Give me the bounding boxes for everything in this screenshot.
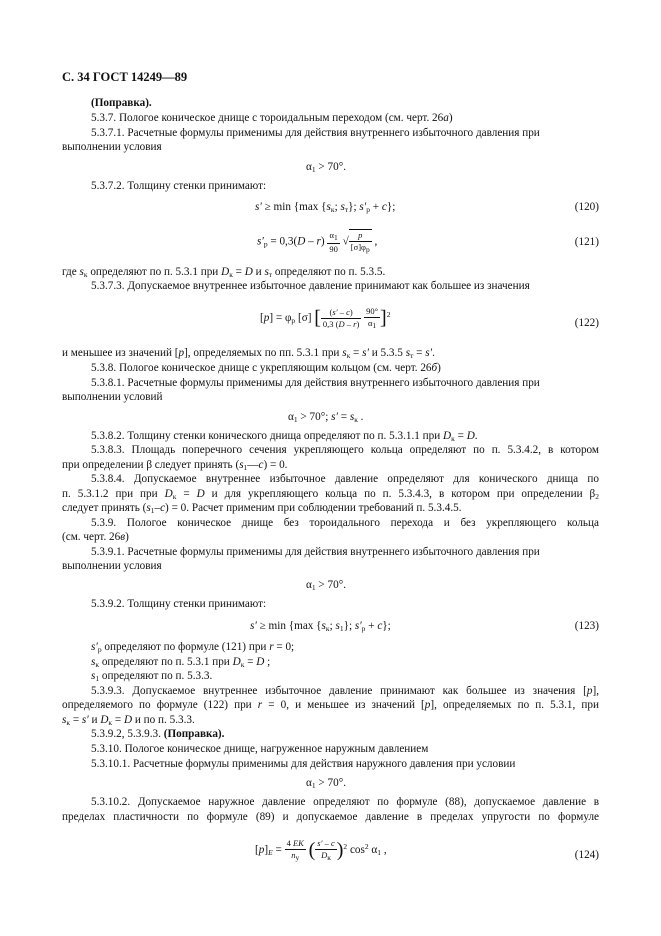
section-text: 5.3.7. Пологое коническое днище с тороидальным переходом (см. черт. 26: [91, 112, 444, 124]
section-5-3-7: [91, 112, 453, 124]
section-text: 5.3.8. Пологое коническое днище с укрепляющим кольцом (см. черт. 26: [91, 362, 432, 374]
section-5-3-9-1: 5.3.9.1. Расчетные формулы применимы для действия внутреннего избыточного давления при: [91, 546, 540, 558]
section-5-3-10: 5.3.10. Пологое коническое днище, нагруженное наружным давлением: [91, 743, 429, 755]
page-header: С. 34 ГОСТ 14249—89: [62, 70, 188, 84]
section-5-3-7-1: 5.3.7.1. Расчетные формулы применимы для действия внутреннего избыточного давления при: [91, 127, 540, 139]
condition-alpha: $\alpha_1 > 70^\circ$.: [306, 777, 346, 790]
condition-alpha: $\alpha_1 > 70^\circ$.: [306, 161, 346, 174]
paragraph-line: пределах пластичности по формуле (89) и допускаемое давление в пределах упругости по формуле: [62, 811, 599, 823]
paragraph-line: при определении β следует принять $(s_1—c) = 0$.: [62, 459, 288, 472]
correction-note: (Поправка).: [91, 97, 152, 109]
section-5-3-10-2: 5.3.10.2. Допускаемое наружное давление определяют по формуле (88), допускаемое давление в: [91, 796, 599, 808]
section-text-end: ): [125, 531, 129, 543]
condition-alpha: $\alpha_1 > 70^\circ$.: [306, 579, 346, 592]
paragraph-line: $s'_р$ определяют по формуле (121) при r = 0;: [91, 641, 295, 654]
equation-number: (124): [574, 849, 599, 861]
formula-121: $s'_р = 0,3(D - r)$ $\frac{\alpha_1}{90}$ √ $\frac{p}{[\sigma]\varphi_р}$ ,: [257, 229, 378, 254]
section-text: (см. черт. 26: [62, 531, 121, 543]
condition-alpha: $\alpha_1 > 70^\circ$; $s' = s_к$ .: [288, 411, 364, 424]
section-text-end: ): [437, 362, 441, 374]
section-text-italic: а: [443, 112, 449, 124]
section-5-3-8-3: 5.3.8.3. Площадь поперечного сечения укрепляющего кольца определяют по п. 5.3.4.2, в котором: [91, 444, 599, 456]
section-5-3-8: [91, 362, 441, 374]
paragraph-line: $s_к$ определяют по п. 5.3.1 при $D_к = D$ ;: [91, 656, 271, 669]
formula-123: s′ ≥ min {max {$s_к$; $s_1$}; $s'_р + c$};: [250, 620, 391, 633]
correction-bold: (Поправка).: [163, 728, 225, 740]
section-5-3-8-4: 5.3.8.4. Допускаемое внутреннее избыточное давление определяют для конического днища по: [91, 473, 599, 485]
formula-122: $[p] = \varphi_р$ [σ] [ $\frac{(s' - c)}{0,3 (D - r)}$ $\frac{90^\circ}{\alpha_1}$ ]$^2$: [260, 306, 391, 330]
section-text-italic: б: [431, 362, 438, 374]
section-5-3-9-2: 5.3.9.2. Толщину стенки принимают:: [91, 598, 267, 610]
equation-number: (120): [574, 201, 599, 213]
paragraph-line: [62, 531, 129, 543]
section-5-3-9: 5.3.9. Пологое коническое днище без тороидального перехода и без укрепляющего кольца: [91, 517, 599, 529]
section-5-3-9-3: 5.3.9.3. Допускаемое внутреннее избыточное давление принимают как большее из значения [p],: [91, 685, 599, 697]
equation-number: (121): [574, 236, 599, 248]
paragraph-line: определяемого по формуле (122) при r = 0, и меньшее из значений [p], определяемых по п. 5.3.1, при: [62, 699, 599, 711]
section-5-3-7-3: 5.3.7.3. Допускаемое внутреннее избыточное давление принимают как большее из значения: [91, 280, 530, 292]
formula-120: s′ ≥ min {max {$s_к$; $s_т$}; $s'_р + c$};: [255, 201, 396, 214]
correction-note: [91, 728, 224, 740]
paragraph-line: $s_к = s'$ и $D_к = D$ и по п. 5.3.3.: [62, 714, 195, 727]
paragraph-line: и меньшее из значений [p], определяемых по пп. 5.3.1 при $s_к = s'$ и 5.3.5 $s_т = s'$.: [62, 347, 435, 360]
section-text-italic: в: [120, 531, 126, 543]
paragraph-line: выполнении условия: [62, 560, 162, 572]
equation-number: (122): [574, 317, 599, 329]
section-5-3-10-1: 5.3.10.1. Расчетные формулы применимы для действия наружного давления при условии: [91, 758, 516, 770]
paragraph-line: $s_1$ определяют по п. 5.3.3.: [91, 670, 213, 683]
section-5-3-8-1: 5.3.8.1. Расчетные формулы применимы для действия внутреннего избыточного давления при: [91, 377, 540, 389]
section-5-3-8-2: 5.3.8.2. Толщину стенки конического днища определяют по п. 5.3.1.1 при $D_к = D$.: [91, 430, 478, 443]
formula-124: $[p]_E$ = $\frac{4 EK}{n_y}$ ( $\frac{s' - c}{D_к}$ )$^2$ $\cos^2 \alpha_1$ ,: [255, 838, 387, 862]
equation-number: (123): [574, 620, 599, 632]
section-5-3-7-2: 5.3.7.2. Толщину стенки принимают:: [91, 180, 267, 192]
paragraph-line: выполнении условия: [62, 141, 162, 153]
paragraph-line: п. 5.3.1.2 при при $D_к = D$ и для укрепляющего кольца по п. 5.3.4.3, в котором при определении $\beta_2$: [62, 488, 599, 501]
section-text: 5.3.9.2, 5.3.9.3.: [91, 728, 164, 740]
section-text-end: ): [448, 112, 453, 124]
paragraph-line: где $s_к$ определяют по п. 5.3.1 при $D_к = D$ и $s_т$ определяют по п. 5.3.5.: [62, 266, 386, 279]
paragraph-line: выполнении условий: [62, 391, 163, 403]
paragraph-line: следует принять $(s_1-c) = 0$. Расчет применим при соблюдении требований п. 5.3.4.5.: [62, 502, 462, 515]
